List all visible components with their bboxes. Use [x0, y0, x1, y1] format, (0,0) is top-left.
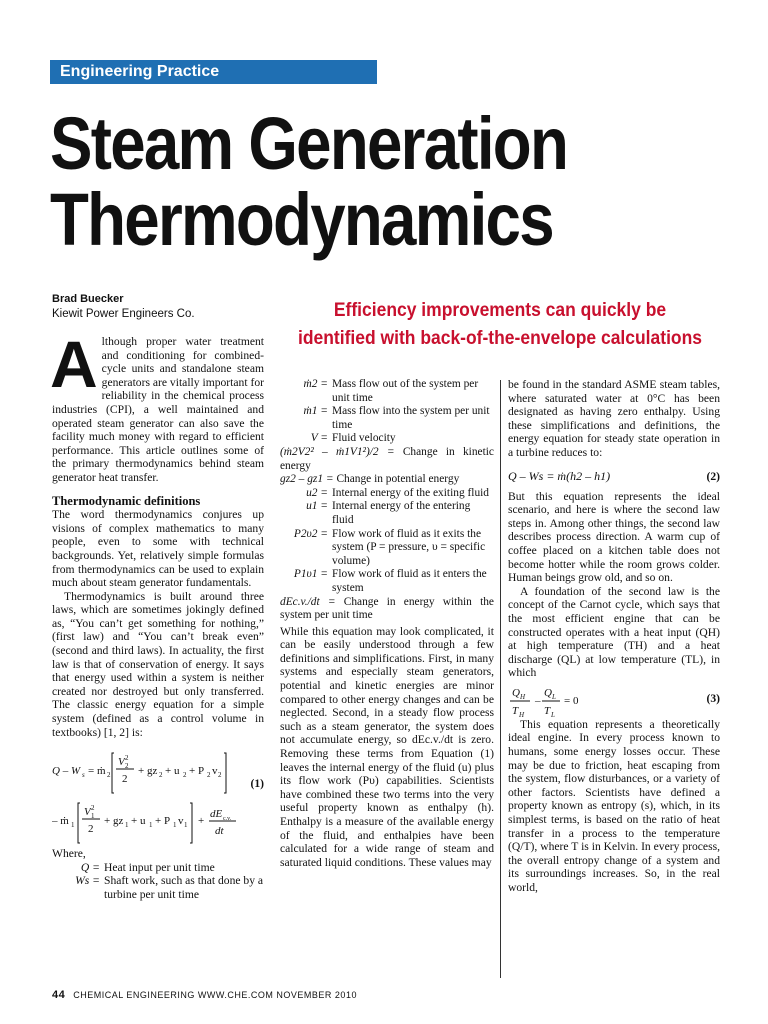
svg-text:2: 2: [122, 773, 128, 786]
svg-text:s: s: [82, 771, 85, 780]
equation-2: [508, 464, 720, 490]
section-heading: Thermodynamic definitions: [52, 493, 201, 508]
equation-1-graphic: [52, 747, 264, 847]
svg-text:+ P: + P: [155, 815, 171, 828]
column-2: [280, 378, 494, 869]
definition-symbol: V =: [310, 432, 328, 445]
svg-text:T: T: [512, 704, 519, 717]
definition-list: [280, 378, 494, 623]
definition-item: [280, 446, 494, 473]
definition-text: Internal energy of the exiting fluid: [332, 486, 489, 499]
column-3: [508, 378, 720, 895]
equation-number: (2): [706, 469, 720, 483]
definition-text: Fluid velocity: [332, 432, 396, 445]
column-divider: [500, 380, 501, 978]
definition-item: [280, 528, 494, 569]
svg-text:V: V: [84, 806, 91, 819]
title-line-1: Steam Generation: [50, 102, 568, 185]
definition-item: [280, 487, 494, 501]
paragraph: Thermodynamics is built around three laws, which are sometimes jokingly defined as, “You can’t get something for nothing,” (first law) and “You can’t break even” (second and third laws). In actuality, the first law is that of conservation of energy. It says that energy used within a system is neither created nor destroyed but only transferred. The classic energy equation for a simple system (defined as a control volume in textbooks) [1, 2] is:: [52, 589, 264, 739]
svg-text:dt: dt: [215, 825, 224, 838]
definition-item: [280, 596, 494, 623]
equation-number: (1): [250, 777, 264, 791]
svg-text:1: 1: [125, 821, 129, 830]
svg-text:2: 2: [207, 771, 211, 780]
svg-text:+ P: + P: [189, 765, 205, 778]
definition-text: Change in energy within the system per unit time: [280, 595, 494, 622]
svg-text:2: 2: [125, 754, 129, 763]
definition-symbol: u1 =: [306, 500, 328, 513]
svg-text:+: +: [198, 815, 205, 828]
definition-item: [280, 500, 494, 527]
page-footer: [52, 989, 357, 1001]
svg-text:2: 2: [125, 762, 129, 771]
definition-item: [280, 432, 494, 446]
column-1: [50, 327, 264, 902]
svg-text:L: L: [551, 710, 555, 718]
svg-text:1: 1: [91, 812, 95, 821]
page-number: 44: [52, 989, 66, 1001]
definition-symbol: dEc.v./dt =: [280, 595, 336, 608]
svg-text:dE: dE: [210, 808, 223, 821]
definition-text: Mass flow into the system per unit time: [332, 405, 490, 431]
definition-item: [280, 378, 494, 405]
svg-text:1: 1: [173, 821, 177, 830]
svg-text:2: 2: [218, 771, 222, 780]
definition-symbol: (ṁ2V2² – ṁ1V1²)/2 =: [280, 445, 395, 458]
svg-text:Q – W: Q – W: [52, 765, 81, 778]
equation-2-text: Q – Ws = ṁ(h2 – h1): [508, 468, 611, 483]
svg-text:–: –: [535, 694, 541, 707]
svg-text:2: 2: [159, 771, 163, 780]
definition-list: [52, 861, 264, 902]
svg-text:2: 2: [91, 804, 95, 813]
definition-text: Change in kinetic energy: [280, 445, 494, 472]
definition-symbol: P2υ2 =: [293, 527, 328, 540]
definition-symbol: Ws =: [75, 874, 100, 888]
definition-symbol: gz2 – gz1 =: [280, 473, 334, 486]
svg-text:c.v.: c.v.: [223, 816, 232, 823]
paragraph: This equation represents a theoretically ideal engine. In every process known to humans, some energy losses occur. These may be due to friction, heat escaping from the system, flow disturbances, or a variety of other factors. Scientists have defined a property known as entropy (s), which, in its simplest terms, is based on the ratio of heat transfer in a process to the temperature (Q/T), where T is in Kelvin. In every process, the overall entropy change of a system and its surroundings increases. So, in the real world,: [508, 717, 720, 894]
svg-text:= ṁ: = ṁ: [88, 765, 106, 778]
section-label: Engineering Practice: [50, 60, 377, 84]
article-title: [50, 102, 635, 261]
svg-text:1: 1: [71, 821, 75, 830]
definition-symbol: Q =: [80, 860, 100, 874]
svg-text:= 0: = 0: [564, 694, 579, 707]
paragraph: be found in the standard ASME steam tables, where saturated water at 0°C has been designated as having zero enthalpy. Using these simplifications and definitions, the energy equation for steady state operation in a turbine reduces to:: [508, 378, 720, 459]
svg-text:H: H: [519, 710, 525, 718]
author-affiliation: Kiewit Power Engineers Co.: [52, 308, 195, 320]
definition-item: [52, 874, 264, 901]
definition-item: [52, 861, 264, 875]
svg-text:Q: Q: [544, 686, 552, 699]
definition-item: [280, 473, 494, 487]
paragraph: The word thermodynamics conjures up visions of complex mathematics to many people, even to some with technical backgrounds. Yet, relatively simple formulas from thermodynamics can be used to explain much about steam generator fundamentals.: [52, 508, 264, 590]
definition-item: [280, 405, 494, 432]
svg-text:+ gz: + gz: [138, 765, 158, 778]
definition-symbol: ṁ2 =: [303, 378, 328, 390]
definition-symbol: u2 =: [306, 486, 328, 499]
paragraph: While this equation may look complicated, it can be easily understood through a few definitions and simplifications. First, in many systems and especially steam generators, potential and kinetic energies are minor compared to other energy changes and can be neglected. Second, in a steady flow process such as a steam generator, the system does not accumulate energy, so dEc.v./dt is zero. Removing these terms from Equation (1) leaves the internal energy of the fluid (u) plus its flow work (Pυ) capabilities. Scientists have combined these two terms into the very useful property known as enthalpy (h). Enthalpy is a measure of the available energy of the fluid, and enthalpies have been calculated for a wide range of steam and saturated liquid conditions. These values may: [280, 624, 494, 869]
definition-text: Flow work of fluid as it exits the system (P = pressure, υ = specific volume): [332, 527, 486, 567]
intro-text: lthough proper water treatment and conditioning for combined-cycle units and standalone steam generators are vitally important for reliability in the chemical process industries (CPI), a well maintained and operated steam generator can also save the facility much money with regard to efficient performance. This article outlines some of the primary thermodynamics behind steam generator heat transfer.: [52, 335, 264, 484]
svg-text:– ṁ: – ṁ: [52, 815, 69, 828]
title-line-2: Thermodynamics: [50, 178, 553, 261]
article-subtitle: Efficiency improvements can quickly be identified with back-of-the-envelope calculations: [297, 300, 703, 349]
intro-paragraph: [50, 327, 264, 485]
definition-symbol: ṁ1 =: [303, 405, 328, 418]
paragraph: But this equation represents the ideal scenario, and here is where the second law steps in. Among other things, the second law describes process direction. A warm cup of coffee placed on a kitchen table does not become hotter while the room grows colder. Human beings grow old, and so on.: [508, 489, 720, 585]
svg-text:+ gz: + gz: [104, 815, 124, 828]
footer-text: CHEMICAL ENGINEERING WWW.CHE.COM NOVEMBER 2010: [73, 990, 357, 1000]
svg-text:Q: Q: [512, 686, 520, 699]
drop-cap: A: [50, 327, 98, 401]
equation-number: (3): [706, 691, 720, 705]
svg-text:1: 1: [149, 821, 153, 830]
equation-1: [52, 747, 264, 847]
svg-text:v: v: [212, 765, 218, 778]
svg-text:1: 1: [184, 821, 188, 830]
definition-text: Change in potential energy: [336, 473, 460, 486]
svg-text:+ u: + u: [165, 765, 180, 778]
author-name: Brad Buecker: [52, 293, 124, 305]
svg-text:2: 2: [183, 771, 187, 780]
definition-text: Heat input per unit time: [104, 860, 215, 874]
svg-text:2: 2: [88, 823, 94, 836]
svg-text:2: 2: [107, 771, 111, 780]
where-label: Where,: [52, 847, 86, 861]
definition-symbol: P1υ1 =: [293, 568, 328, 581]
equation-3-graphic: [510, 684, 600, 718]
definition-item: [280, 568, 494, 595]
svg-text:L: L: [552, 692, 556, 701]
svg-text:V: V: [118, 756, 125, 769]
svg-text:T: T: [544, 704, 551, 717]
svg-text:+ u: + u: [131, 815, 146, 828]
equation-3: [508, 684, 720, 718]
definition-text: Internal energy of the entering fluid: [332, 500, 471, 526]
definition-text: Mass flow out of the system per unit time: [332, 378, 479, 404]
svg-text:H: H: [520, 692, 526, 701]
svg-text:v: v: [178, 815, 184, 828]
definition-text: Flow work of fluid as it enters the system: [332, 568, 487, 594]
definition-text: Shaft work, such as that done by a turbine per unit time: [104, 874, 264, 901]
paragraph: A foundation of the second law is the concept of the Carnot cycle, which says that the most efficient engine that can be constructed operates with a heat input (QH) at high temperature (TH) and a heat discharge (QL) at low temperature (TL), in which: [508, 584, 720, 680]
